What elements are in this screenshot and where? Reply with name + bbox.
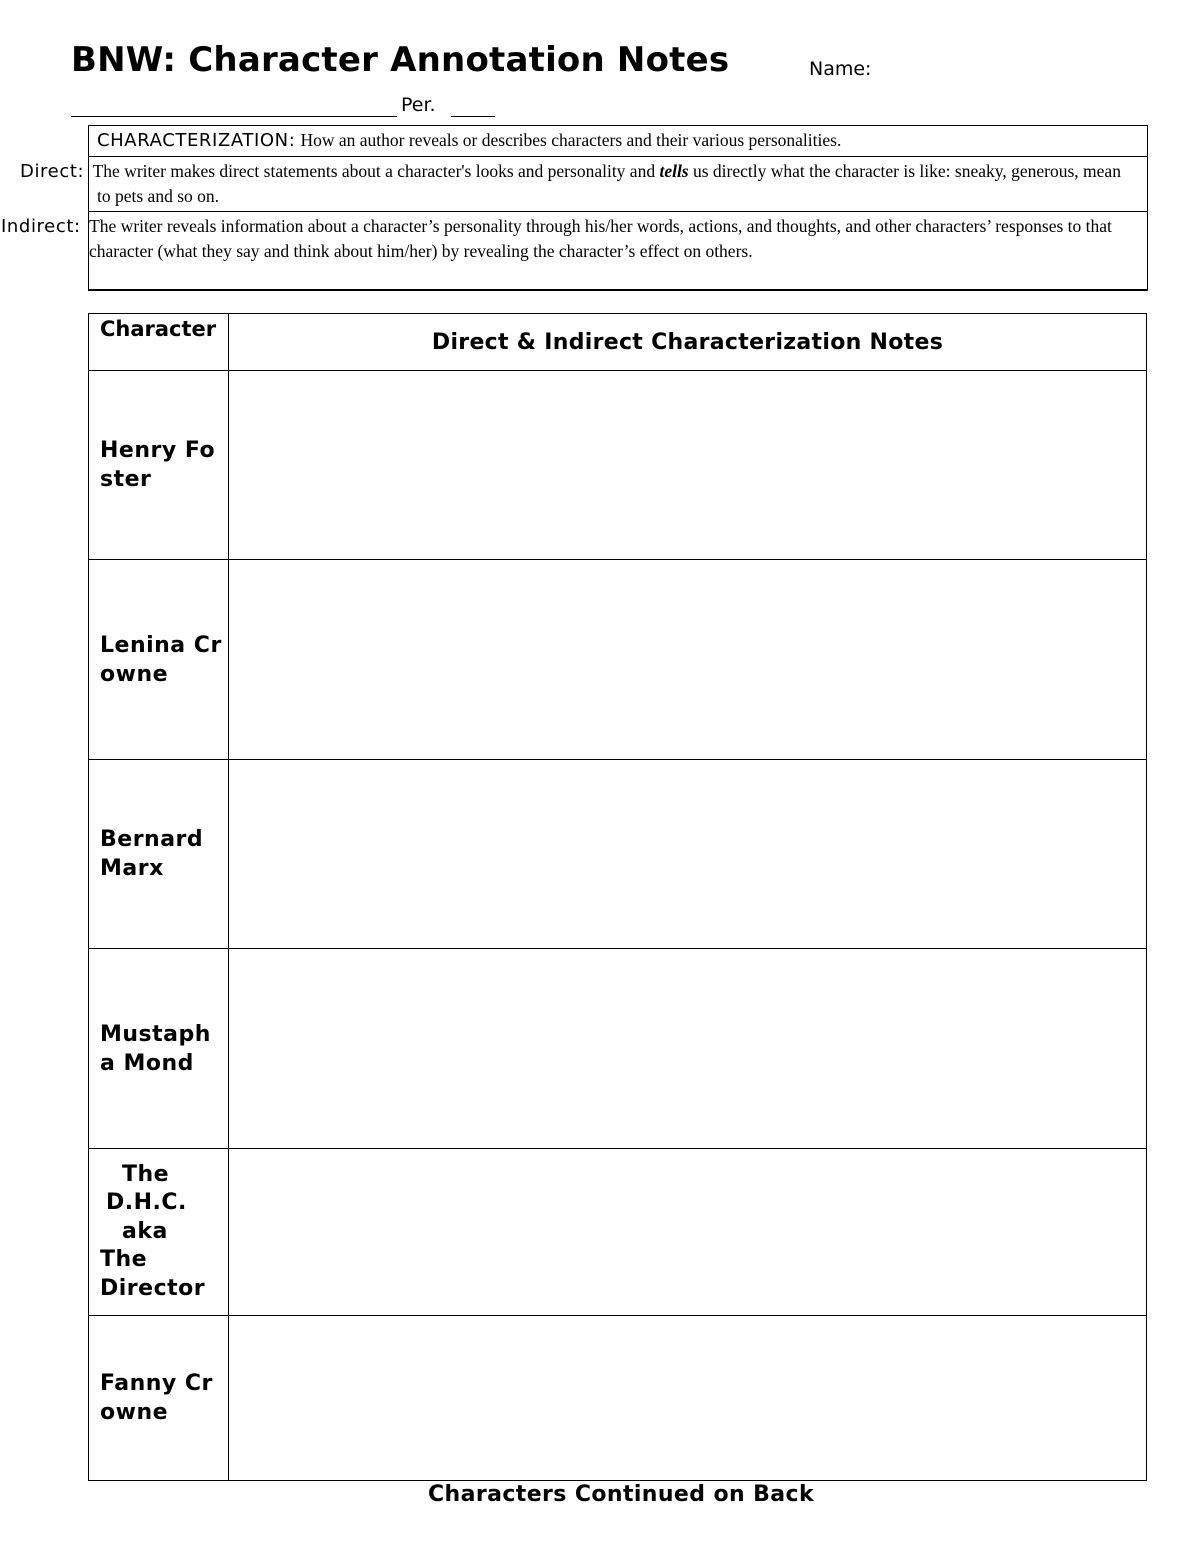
- table-row: [89, 1149, 1147, 1316]
- character-name: Bernard Marx: [89, 760, 229, 949]
- table-row: [89, 949, 1147, 1149]
- table-header-row: [89, 314, 1147, 371]
- page-title: BNW: Character Annotation Notes: [71, 40, 730, 80]
- table-row: [89, 1316, 1147, 1481]
- definition-term: CHARACTERIZATION:: [97, 130, 296, 151]
- character-name: Fanny Crowne: [89, 1316, 229, 1481]
- notes-cell[interactable]: [229, 1316, 1147, 1481]
- notes-cell[interactable]: [229, 949, 1147, 1149]
- character-notes-table: [88, 313, 1147, 1481]
- character-name-line: aka: [122, 1218, 168, 1244]
- column-header-notes: Direct & Indirect Characterization Notes: [229, 314, 1147, 371]
- name-field-line[interactable]: [71, 116, 397, 117]
- definition-term: Indirect:: [1, 216, 81, 237]
- definition-text: The writer makes direct statements about a character's looks and personality and: [92, 161, 656, 181]
- definition-text: us directly what the character is like: sneaky, generous, mean to pets and so on.: [97, 161, 1121, 206]
- name-label: Name:: [809, 58, 872, 80]
- definition-term: Direct:: [20, 161, 85, 182]
- table-row: [89, 371, 1147, 560]
- character-name-line: The: [100, 1247, 148, 1273]
- definition-characterization: [89, 126, 1147, 157]
- footer-note: Characters Continued on Back: [428, 1482, 814, 1507]
- character-name-line: Director: [100, 1275, 206, 1301]
- notes-cell[interactable]: [229, 760, 1147, 949]
- definition-indirect: [1, 212, 1147, 289]
- table-row: [89, 760, 1147, 949]
- character-name: [89, 1149, 229, 1316]
- definition-direct: [20, 157, 1147, 212]
- character-name: Mustapha Mond: [89, 949, 229, 1149]
- notes-cell[interactable]: [229, 560, 1147, 760]
- definition-text: The writer reveals information about a character’s personality through his/her words, actions, and thoughts, and other characters’ responses to that character (what they say and think about him/her) by revealing the character’s effect on others.: [89, 216, 1112, 261]
- column-header-character: Character: [89, 314, 229, 371]
- character-name-line: D.H.C.: [106, 1190, 187, 1216]
- period-label: Per.: [401, 94, 436, 116]
- definitions-box: [1, 125, 1148, 291]
- character-name-line: The: [122, 1161, 170, 1187]
- notes-cell[interactable]: [229, 371, 1147, 560]
- definition-emphasis: tells: [659, 161, 689, 181]
- character-name: Henry Foster: [89, 371, 229, 560]
- period-field-line[interactable]: [451, 116, 495, 117]
- definition-text: How an author reveals or describes characters and their various personalities.: [300, 130, 842, 150]
- notes-cell[interactable]: [229, 1149, 1147, 1316]
- table-row: [89, 560, 1147, 760]
- character-name: Lenina Crowne: [89, 560, 229, 760]
